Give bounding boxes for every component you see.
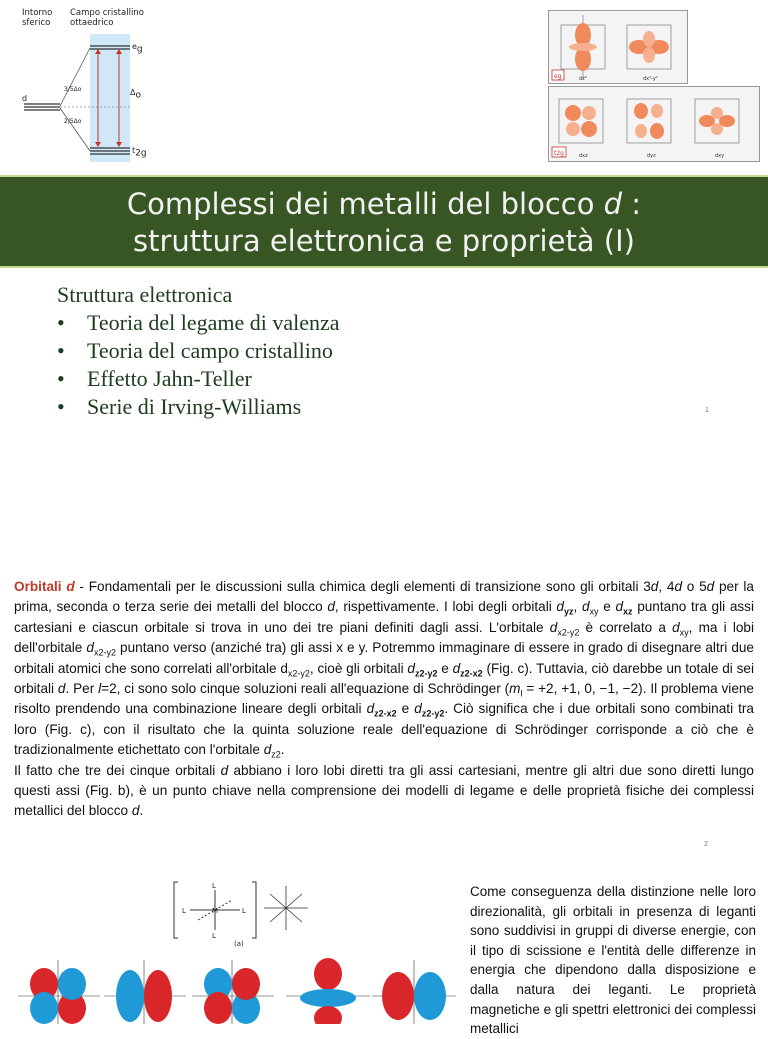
bullet-item: • Effetto Jahn-Teller: [57, 366, 252, 391]
dz2-label: dz²: [579, 76, 587, 82]
bottom-paragraph: Come conseguenza della distinzione nelle loro direzionalità, gli orbitali in presenza di leganti sono suddivisi in gruppi di diverse energie, con il tipo di scissione e l'entità delle differenze in energia che dipendono dalla disposizione e dalla natura dei leganti. Le proprietà magnetiche e gli spettri elettronici dei complessi metallici: [470, 884, 756, 1037]
t2g-orbitals-image: [549, 87, 759, 161]
dx2y2-label: dx²-y²: [643, 76, 658, 82]
energy-level-lines: [18, 6, 153, 164]
delta-o-label: $\Delta_o$: [130, 88, 141, 101]
page-number: 1: [705, 407, 709, 414]
eg-level-label: $e_g$: [132, 42, 143, 55]
page-number: 2: [704, 841, 708, 848]
ligand-label: L: [212, 932, 216, 940]
d-orbital-shapes-figure: [14, 956, 464, 1024]
octahedral-field-label: Campo cristallino ottaedrico: [70, 8, 144, 28]
bullet-item: • Teoria del legame di valenza: [57, 310, 340, 335]
eg-orbitals-image: [549, 11, 687, 83]
ligand-label: L: [182, 907, 186, 915]
title-line-1: Complessi dei metalli del blocco d :: [126, 187, 642, 221]
eg-tag: eg: [554, 73, 562, 80]
spherical-field-label: Intorno sferico: [22, 8, 53, 28]
t2g-orbitals-panel: [548, 86, 760, 162]
metal-label: M: [212, 907, 219, 915]
lower-fraction-label: 2/5Δo: [64, 118, 82, 125]
bullet-item: • Serie di Irving-Williams: [57, 394, 302, 419]
orbitali-d-paragraph: Orbitali d - Fondamentali per le discussioni sulla chimica degli elementi di transizione sono gli orbitali 3d, 4d o 5d per la prima, seconda o terza serie dei metalli del blocco d, rispettivamente. I lobi degli orbitali $d_{yz}$, $d_{xy}$ e $d_{xz}$ puntano tra gli assi cartesiani e ciascun orbitale si trova in uno dei tre piani definiti dagli assi. L'orbitale $d_{x2-y2}$ è correlato a $d_{xy}$, ma i lobi dell'orbitale $d_{x2-y2}$ puntano verso (anziché tra) gli assi x e y. Potremmo immaginare di essere in grado di disegnare altri due orbitali atomici che sono correlati all'orbitale $d_{x2-y2}$, cioè gli orbitali $d_{z2-y2}$ e $d_{z2-x2}$ (Fig. c). Tuttavia, ciò darebbe un totale di sei orbitali d. Per l=2, ci sono solo cinque soluzioni reali all'equazione di Schrödinger ($m_l = +2$, +1, 0, −1, −2). Il problema viene risolto prendendo una combinazione lineare degli orbitali $d_{z2-x2}$ e $d_{z2-y2}$. Ciò significa che i due orbitali sono combinati tra loro (Fig. c), con il risultato che la quinta soluzione reale dell'equazione di Schrödinger corrisponde a ciò che è tradizionalmente etichettato con l'orbitale $d_{z2}$. Il fatto che tre dei cinque orbitali d abbiano i loro lobi diretti tra gli assi cartesiani, mentre gli altri due sono diretti lungo questi assi (Fig. b), è un punto chiave nella comprensione dei modelli di legame e delle proprietà fisiche dei complessi metallici del blocco d.: [14, 579, 755, 819]
t2g-level-label: $t_{2g}$: [132, 146, 147, 159]
t2g-tag: t2g: [554, 150, 564, 157]
ligand-label: L: [242, 907, 246, 915]
section-heading: Struttura elettronica: [57, 282, 233, 307]
title-banner: [0, 175, 768, 268]
crystal-field-diagram: [18, 6, 153, 164]
figure-a-label: (a): [234, 940, 244, 948]
dyz-label: dyz: [647, 153, 656, 159]
ligand-label: L: [212, 882, 216, 890]
upper-fraction-label: 3/5Δo: [64, 86, 82, 93]
eg-orbitals-panel: [548, 10, 688, 84]
title-line-2: struttura elettronica e proprietà (I): [133, 224, 635, 258]
d-level-label: d: [22, 94, 28, 103]
octahedral-complex-figure: [168, 876, 318, 948]
dxy-label: dxy: [715, 153, 725, 159]
dxz-label: dxz: [579, 153, 588, 159]
bullet-item: • Teoria del campo cristallino: [57, 338, 333, 363]
